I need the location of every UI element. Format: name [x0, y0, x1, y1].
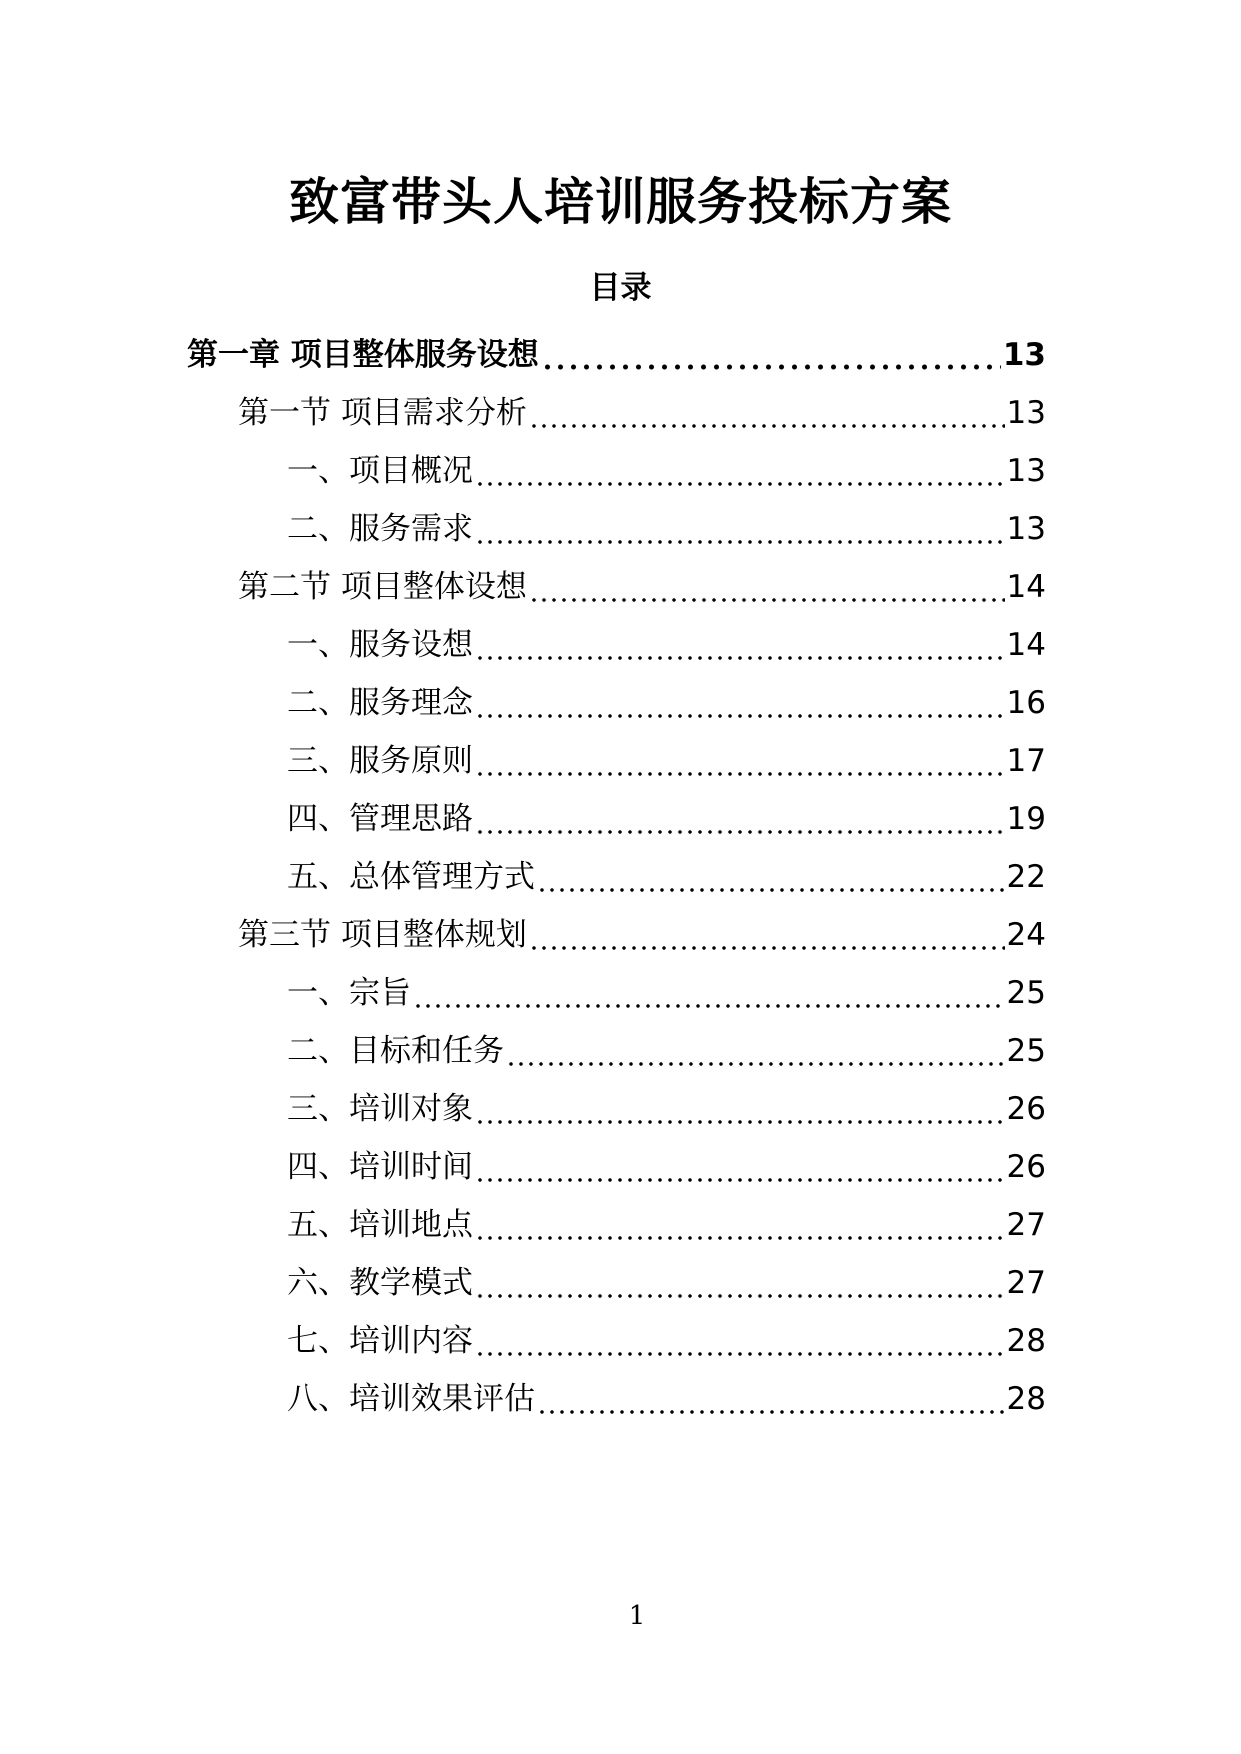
- toc-entry-item[interactable]: [287, 1083, 1046, 1129]
- toc-entry-item[interactable]: [287, 1199, 1046, 1245]
- toc-leader-dots: [537, 857, 1005, 897]
- toc-entry-text: 第一节 项目需求分析: [238, 395, 527, 431]
- toc-entry-item[interactable]: [287, 503, 1046, 549]
- toc-leader-dots: [541, 335, 1001, 375]
- toc-entry-page: 27: [1006, 1265, 1046, 1301]
- toc-leader-dots: [475, 1147, 1005, 1187]
- toc-entry-text: 一、服务设想: [287, 627, 473, 663]
- toc-entry-item[interactable]: [287, 677, 1046, 723]
- toc-leader-dots: [529, 567, 1005, 607]
- toc-leader-dots: [475, 625, 1005, 665]
- toc-entry-text: 一、宗旨: [287, 975, 411, 1011]
- toc-entry-page: 28: [1006, 1381, 1046, 1417]
- toc-entry-page: 27: [1006, 1207, 1046, 1243]
- toc-entry-section-1[interactable]: [238, 387, 1046, 433]
- toc-entry-page: 13: [1002, 337, 1046, 373]
- toc-leader-dots: [506, 1031, 1005, 1071]
- toc-entry-page: 26: [1006, 1091, 1046, 1127]
- toc-entry-item[interactable]: [287, 1373, 1046, 1419]
- toc-entry-page: 28: [1006, 1323, 1046, 1359]
- page-number: 1: [628, 1601, 646, 1631]
- toc-entry-text: 五、培训地点: [287, 1207, 473, 1243]
- toc-entry-text: 二、目标和任务: [287, 1033, 504, 1069]
- toc-entry-item[interactable]: [287, 1141, 1046, 1187]
- toc-leader-dots: [475, 683, 1005, 723]
- toc-entry-text: 六、教学模式: [287, 1265, 473, 1301]
- toc-leader-dots: [475, 1089, 1005, 1129]
- toc-entry-item[interactable]: [287, 735, 1046, 781]
- toc-entry-page: 16: [1006, 685, 1046, 721]
- toc-entry-text: 二、服务理念: [287, 685, 473, 721]
- toc-entry-text: 第二节 项目整体设想: [238, 569, 527, 605]
- toc-entry-page: 14: [1006, 569, 1046, 605]
- toc-entry-text: 七、培训内容: [287, 1323, 473, 1359]
- toc-leader-dots: [529, 915, 1005, 955]
- toc-entry-page: 19: [1006, 801, 1046, 837]
- toc-leader-dots: [475, 1321, 1005, 1361]
- toc-entry-text: 八、培训效果评估: [287, 1381, 535, 1417]
- toc-entry-item[interactable]: [287, 793, 1046, 839]
- toc-entry-item[interactable]: [287, 1025, 1046, 1071]
- toc-entry-item[interactable]: [287, 1257, 1046, 1303]
- toc-leader-dots: [475, 1263, 1005, 1303]
- toc-entry-text: 四、培训时间: [287, 1149, 473, 1185]
- toc-leader-dots: [475, 509, 1005, 549]
- toc-leader-dots: [529, 393, 1005, 433]
- toc-heading: 目录: [589, 270, 652, 306]
- toc-entry-text: 三、服务原则: [287, 743, 473, 779]
- toc-entry-item[interactable]: [287, 619, 1046, 665]
- toc-entry-item[interactable]: [287, 851, 1046, 897]
- toc-leader-dots: [475, 1205, 1005, 1245]
- toc-leader-dots: [475, 451, 1005, 491]
- toc-entry-page: 25: [1006, 975, 1046, 1011]
- toc-entry-text: 四、管理思路: [287, 801, 473, 837]
- toc-entry-chapter-1[interactable]: [187, 329, 1046, 375]
- toc-leader-dots: [475, 799, 1005, 839]
- toc-entry-page: 22: [1006, 859, 1046, 895]
- toc-entry-item[interactable]: [287, 967, 1046, 1013]
- toc-entry-text: 第三节 项目整体规划: [238, 917, 527, 953]
- toc-leader-dots: [537, 1379, 1005, 1419]
- toc-entry-section-2[interactable]: [238, 561, 1046, 607]
- toc-entry-item[interactable]: [287, 445, 1046, 491]
- toc-leader-dots: [413, 973, 1005, 1013]
- toc-entry-text: 三、培训对象: [287, 1091, 473, 1127]
- toc-entry-item[interactable]: [287, 1315, 1046, 1361]
- toc-entry-page: 24: [1006, 917, 1046, 953]
- toc-entry-page: 13: [1006, 511, 1046, 547]
- toc-entry-page: 25: [1006, 1033, 1046, 1069]
- document-title: 致富带头人培训服务投标方案: [289, 173, 952, 231]
- toc-entry-text: 五、总体管理方式: [287, 859, 535, 895]
- toc-entry-text: 二、服务需求: [287, 511, 473, 547]
- toc-entry-section-3[interactable]: [238, 909, 1046, 955]
- toc-entry-text: 一、项目概况: [287, 453, 473, 489]
- toc-leader-dots: [475, 741, 1005, 781]
- toc-entry-page: 13: [1006, 395, 1046, 431]
- toc-entry-page: 14: [1006, 627, 1046, 663]
- toc-entry-text: 第一章 项目整体服务设想: [187, 337, 539, 373]
- toc-entry-page: 17: [1006, 743, 1046, 779]
- toc-entry-page: 26: [1006, 1149, 1046, 1185]
- toc-entry-page: 13: [1006, 453, 1046, 489]
